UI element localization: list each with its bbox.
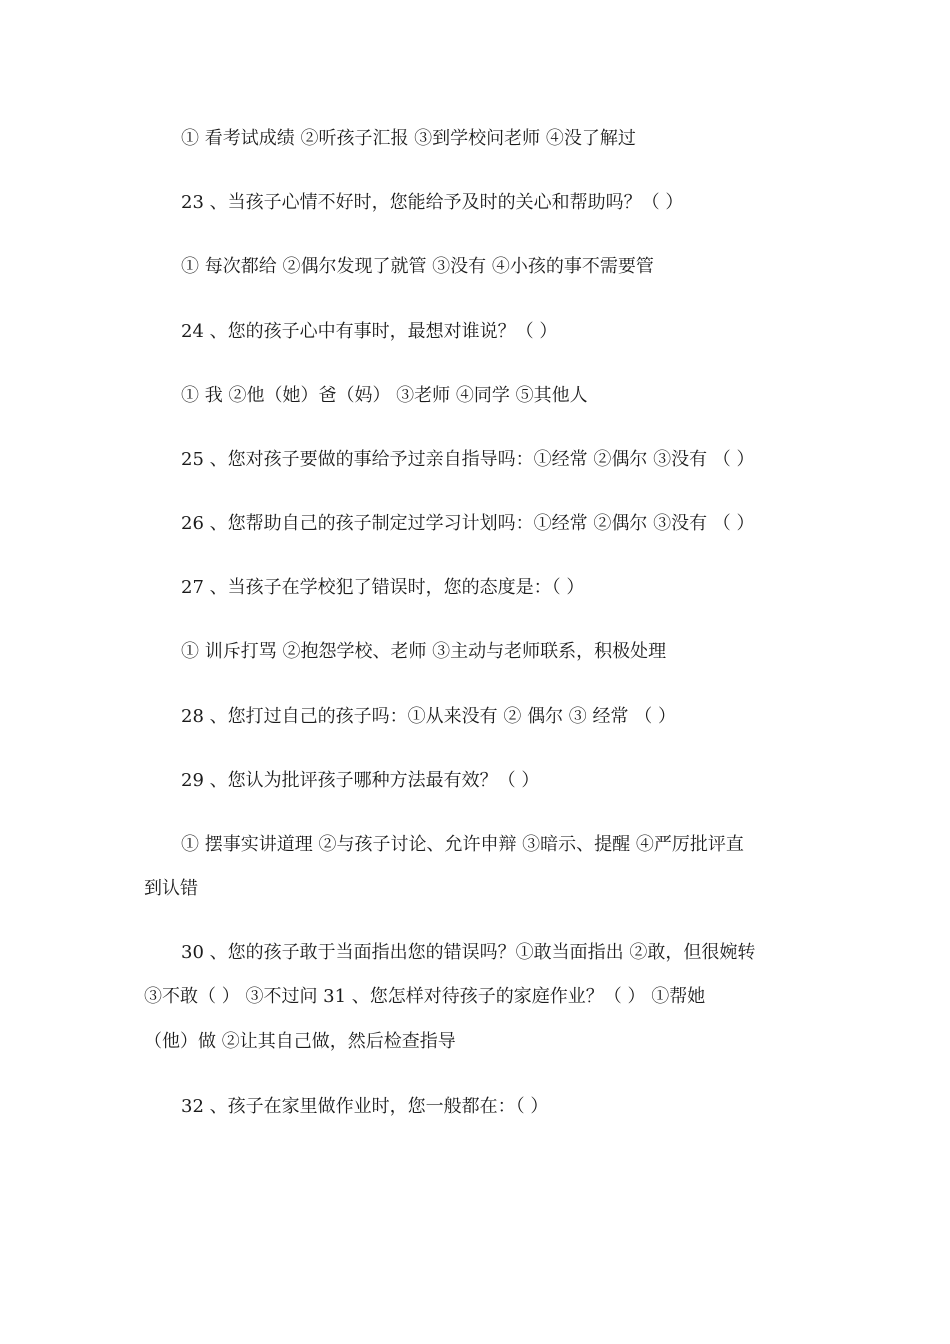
q24-options: ① 我 ②他（她）爸（妈） ③老师 ④同学 ⑤其他人 [181,385,588,406]
q28-question: 28 、您打过自己的孩子吗：①从来没有 ② 偶尔 ③ 经常 （ ） [181,706,676,727]
q31-line3: （他）做 ②让其自己做，然后检查指导 [144,1031,456,1052]
q27-options: ① 训斥打骂 ②抱怨学校、老师 ③主动与老师联系，积极处理 [181,641,667,662]
q23-question: 23 、当孩子心情不好时，您能给予及时的关心和帮助吗？（ ） [181,192,684,213]
q29-question: 29 、您认为批评孩子哪种方法最有效？（ ） [181,770,540,791]
q23-options: ① 每次都给 ②偶尔发现了就管 ③没有 ④小孩的事不需要管 [181,256,654,277]
q30-line1: 30 、您的孩子敢于当面指出您的错误吗？①敢当面指出 ②敢，但很婉转 [181,942,756,963]
q27-question: 27 、当孩子在学校犯了错误时，您的态度是：（ ） [181,577,585,598]
q24-question: 24 、您的孩子心中有事时，最想对谁说？（ ） [181,321,558,342]
q29-options-line1: ① 摆事实讲道理 ②与孩子讨论、允许申辩 ③暗示、提醒 ④严厉批评直 [181,834,744,855]
q32-question: 32 、孩子在家里做作业时，您一般都在：（ ） [181,1096,549,1117]
q22-options: ① 看考试成绩 ②听孩子汇报 ③到学校问老师 ④没了解过 [181,128,636,149]
q26-question: 26 、您帮助自己的孩子制定过学习计划吗：①经常 ②偶尔 ③没有 （ ） [181,513,755,534]
q29-options-line2: 到认错 [144,878,198,899]
q25-question: 25 、您对孩子要做的事给予过亲自指导吗：①经常 ②偶尔 ③没有 （ ） [181,449,755,470]
q30-line2: ③不敢（ ） ③不过问 31 、您怎样对待孩子的家庭作业？（ ） ①帮她 [144,986,706,1007]
